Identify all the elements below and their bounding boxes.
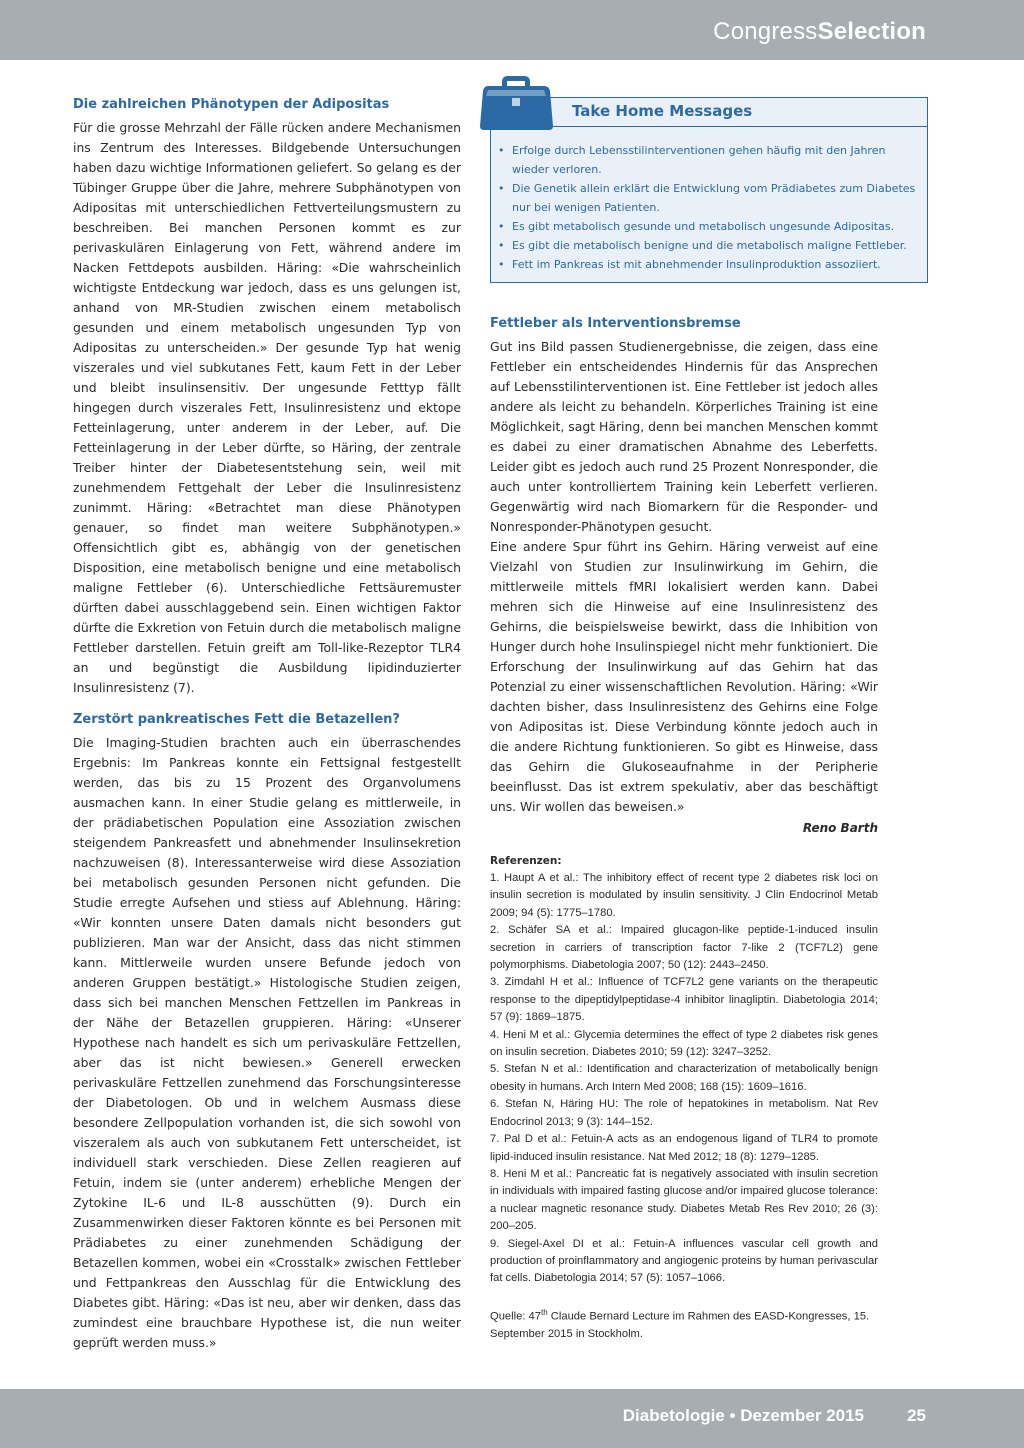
references-section [490, 855, 878, 1343]
reference-item: 8. Heni M et al.: Pancreatic fat is negatively associated with insulin secretion in individuals with impaired fasting glucose and/or impaired glucose tolerance: a nuclear magnetic resonance study. Diabetes Metab Res Rev 2010; 26 (3): 200–205. [490, 1167, 878, 1233]
reference-item: 1. Haupt A et al.: The inhibitory effect of recent type 2 diabetes risk loci on insulin secretion is modulated by insulin sensitivity. J Clin Endocrinol Metab 2009; 94 (5): 1775–1780. [490, 872, 878, 919]
reference-item: 3. Zimdahl H et al.: Influence of TCF7L2 gene variants on the therapeutic response to the dipeptidylpeptidase-4 inhibitor linagliptin. Diabetologia 2014; 57 (9): 1869–1875. [490, 976, 878, 1024]
section-heading-fettleber: Fettleber als Interventionsbremse [490, 316, 741, 331]
paragraph-fettleber: Gut ins Bild passen Studienergebnisse, die zeigen, dass eine Fettleber ein entscheidendes Hindernis für das Ansprechen auf Lebensstilinterventionen ist. Eine Fettleber ist jedoch alles andere als leicht zu behandeln. Körperliches Training ist eine Möglichkeit, sagt Häring, denn bei manchen Menschen kommt es dabei zu einer dramatischen Abnahme des Leberfetts. Leider gibt es jedoch auch rund 25 Prozent Nonresponder, die auch unter kontrolliertem Training kein Leberfett verlieren. Gegenwärtig wird nach Biomarkern für die Responder- und Nonresponder-Phänotypen gesucht. [490, 339, 878, 534]
author-byline: Reno Barth [802, 821, 878, 835]
journal-issue: Diabetologie • Dezember 2015 [622, 1406, 864, 1425]
right-column [490, 316, 878, 1343]
section-heading-pankreas: Zerstört pankreatisches Fett die Betazellen? [73, 712, 400, 727]
brand-bold: Selection [817, 18, 926, 45]
take-home-title: Take Home Messages [572, 102, 753, 120]
reference-item: 2. Schäfer SA et al.: Impaired glucagon-like peptide-1-induced insulin secretion in carriers of transcription factor 7-like 2 (TCF7L2) gene polymorphisms. Diabetologia 2007; 50 (12): 2443–2450. [490, 924, 878, 972]
section-heading-phaenotypen: Die zahlreichen Phänotypen der Adipositas [73, 97, 390, 112]
header-bar [0, 0, 1024, 60]
paragraph-phaenotypen: Für die grosse Mehrzahl der Fälle rücken andere Mechanismen ins Zentrum des Interesses. Bildgebende Untersuchungen haben dazu wichtige Informationen geliefert. So gelang es der Tübinger Gruppe über die Jahre, mehrere Subphänotypen von Adipositas mit unterschiedlichen Fettverteilungsmustern zu beschreiben. Bei manchen Personen kommt es zur perivaskulären Einlagerung von Fett, während andere im Nacken Fettdepots ausbilden. Häring: «Die wahrscheinlich wichtigste Entdeckung war jedoch, dass es uns gelungen ist, anhand von MR-Studien zwischen einem metabolisch gesunden und einem metabolisch ungesunden Typ von Adipositas zu unterscheiden.» Der gesunde Typ hat wenig viszerales und viel subkutanes Fett, kaum Fett in der Leber und bleibt insulinsensitiv. Der ungesunde Fetttyp fällt hingegen durch viszerales Fett, Insulinresistenz und ektope Fetteinlagerung, unter anderem in der Leber, auf. Die Fetteinlagerung in der Leber dürfte, so Häring, der zentrale Treiber hinter der Diabetesentstehung sein, weil mit zunehmendem Fettgehalt der Leber die Insulinresistenz zunimmt. Häring: «Betrachtet man diese Phänotypen genauer, so findet man weitere Subphänotypen.» Offensichtlich gibt es, abhängig von der genetischen Disposition, eine metabolisch benigne und eine metabolisch maligne Fettleber (6). Unterschiedliche Fettsäuremuster dürften dabei ausschlaggebend sein. Einen wichtigen Faktor dürfte die Exkretion von Fetuin durch die metabolisch maligne Fettleber darstellen. Fetuin greift am Toll-like-Rezeptor TLR4 an und begünstigt die Ausbildung lipidinduzierter Insulinresistenz (7). [73, 120, 461, 695]
reference-item: 5. Stefan N et al.: Identification and characterization of metabolically benign obesity in humans. Arch Intern Med 2008; 168 (15): 1609–1616. [490, 1063, 878, 1093]
take-home-item: • Die Genetik allein erklärt die Entwicklung vom Prädiabetes zum Diabetes nur bei wenigen Patienten. [498, 179, 926, 217]
take-home-item: • Es gibt metabolisch gesunde und metabolisch ungesunde Adipositas. [498, 217, 926, 236]
reference-item: 7. Pal D et al.: Fetuin-A acts as an endogenous ligand of TLR4 to promote lipid-induced insulin resistance. Nat Med 2012; 18 (8): 1279–1285. [490, 1133, 878, 1163]
source-text-start: Quelle: 47 [490, 1310, 541, 1323]
brand-light: Congress [713, 18, 818, 45]
source-superscript: th [541, 1307, 548, 1317]
take-home-item: • Es gibt die metabolisch benigne und die metabolisch maligne Fettleber. [498, 236, 926, 255]
reference-item: 6. Stefan N, Häring HU: The role of hepatokines in metabolism. Nat Rev Endocrinol 2013; 9 (3): 144–152. [490, 1098, 878, 1128]
take-home-list [498, 141, 926, 274]
brand-logo [713, 18, 926, 46]
paragraph-pankreas: Die Imaging-Studien brachten auch ein überraschendes Ergebnis: Im Pankreas konnte ein Fettsignal festgestellt werden, das bis zu 15 Prozent des Organvolumens ausmachen kann. In einer Studie gelang es mittlerweile, in der prädiabetischen Population eine Assoziation zwischen steigendem Pankreasfett und abnehmender Insulinsekretion nachzuweisen (8). Interessanterweise wird diese Assoziation bei metabolisch gesunden Personen nicht gefunden. Die Studie erregte Aufsehen und stiess auf Ablehnung. Häring: «Wir konnten unsere Daten damals nicht besonders gut publizieren. Man war der Ansicht, dass das nicht stimmen kann. Mittlerweile wurden unsere Befunde jedoch von anderen Gruppen bestätigt.» Histologische Studien zeigen, dass sich bei manchen Menschen Fettzellen im Pankreas in der Nähe der Betazellen gruppieren. Häring: «Unserer Hypothese nach handelt es sich um perivaskuläre Fettzellen, aber das ist nicht bewiesen.» Generell erwecken perivaskuläre Fettzellen zunehmend das Forschungsinteresse der Diabetologen. Ob und in welchem Ausmass diese besondere Zellpopulation vorhanden ist, die sich sowohl von viszeralem als auch von subkutanem Fett unterscheidet, ist individuell stark verschieden. Diese Zellen reagieren auf Fetuin, indem sie (unter anderem) erhebliche Mengen der Zytokine IL-6 und IL-8 ausschütten (9). Durch ein Zusammenwirken dieser Faktoren könnte es bei Personen mit Prädiabetes zu einer zunehmenden Schädigung der Betazellen kommen, wobei ein «Crosstalk» zwischen Fettleber und Fettpankreas den Ausschlag für die Entwicklung des Diabetes gibt. Häring: «Das ist neu, aber wir denken, dass das zumindest eine brauchbare Hypothese ist, die nun weiter geprüft werden muss.» [73, 735, 461, 1350]
page-number: 25 [907, 1406, 926, 1425]
footer-bar [0, 1389, 1024, 1448]
references-heading: Referenzen: [490, 855, 562, 867]
paragraph-gehirn: Eine andere Spur führt ins Gehirn. Häring verweist auf eine Vielzahl von Studien zur Insulinwirkung im Gehirn, die mittlerweile mittels fMRI lokalisiert werden kann. Dabei mehren sich die Hinweise auf eine Insulinresistenz des Gehirns, die beispielsweise bewirkt, dass die Inhibition von Hunger durch hohe Insulinspiegel nicht mehr funktioniert. Die Erforschung der Insulinwirkung auf das Gehirn hat das Potenzial zu einer wissenschaftlichen Revolution. Häring: «Wir dachten bisher, dass Insulinresistenz des Gehirns eine Folge von Adipositas ist. Diese Verbindung könnte jedoch auch in die andere Richtung funktionieren. So gibt es Hinweise, dass das Gehirn die Glukoseaufnahme in der Peripherie beeinflusst. Das ist extrem spekulativ, aber das beschäftigt uns. Wir wollen das beweisen.» [490, 539, 878, 814]
take-home-divider [491, 126, 927, 127]
take-home-messages-box [490, 97, 928, 283]
reference-item: 4. Heni M et al.: Glycemia determines the effect of type 2 diabetes risk genes on insulin secretion. Diabetes 2010; 59 (12): 3247–3252. [490, 1028, 878, 1059]
left-column [73, 97, 461, 1353]
source-note [490, 1304, 878, 1344]
briefcase-icon [478, 74, 554, 132]
reference-item: 9. Siegel-Axel DI et al.: Fetuin-A influences vascular cell growth and production of proinflammatory and angiogenic proteins by human perivascular fat cells. Diabetologia 2014; 57 (5): 1057–1066. [490, 1237, 878, 1285]
take-home-item: • Fett im Pankreas ist mit abnehmender Insulinproduktion assoziiert. [498, 255, 926, 274]
take-home-item: • Erfolge durch Lebensstilinterventionen gehen häufig mit den Jahren wieder verloren. [498, 141, 926, 179]
source-text-end: Claude Bernard Lecture im Rahmen des EASD-Kongresses, 15. September 2015 in Stockholm. [490, 1310, 870, 1340]
